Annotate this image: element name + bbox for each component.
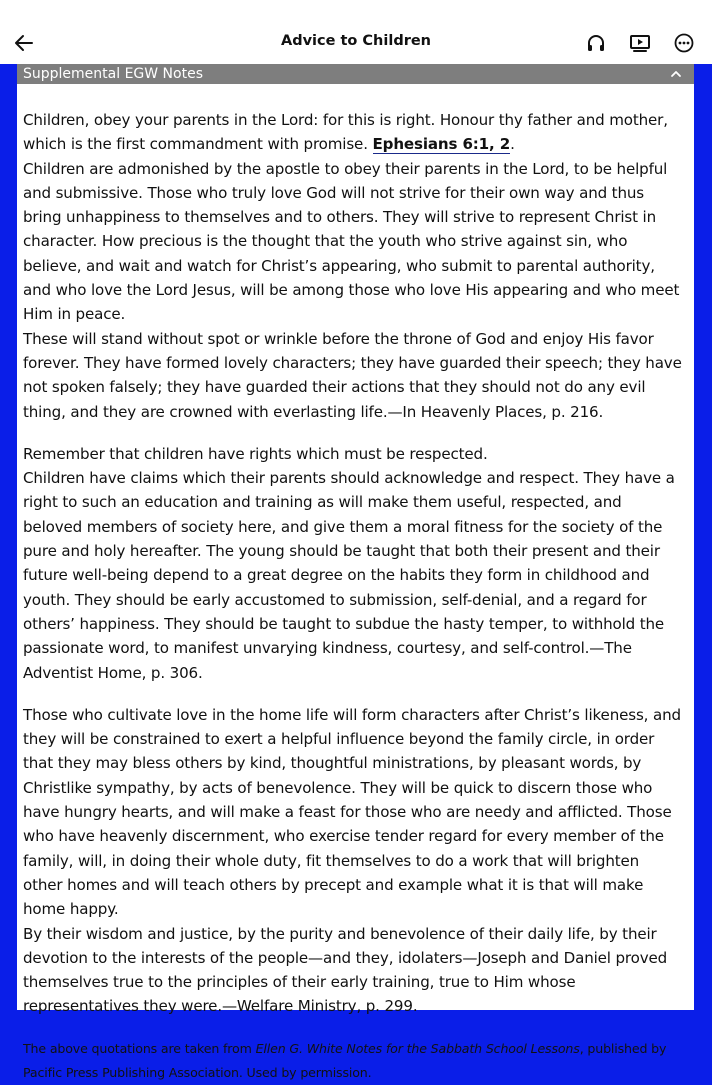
chevron-up-icon[interactable] (668, 66, 684, 82)
page-title: Advice to Children (280, 33, 432, 49)
play-video-icon (629, 32, 651, 54)
headphones-icon (585, 32, 607, 54)
paragraph: Remember that children have rights which must be respected. (23, 444, 488, 463)
scripture-reference-link[interactable]: Ephesians 6:1, 2 (372, 135, 511, 154)
footnote: The above quotations are taken from Ellen G. White Notes for the Sabbath School Lessons, published by Pacific Press Publishing Association. Used by permission. (23, 1040, 667, 1080)
paragraph-end: . (510, 135, 515, 154)
paragraph: Children have claims which their parents should acknowledge and respect. They have a right to such an education and training as will make them useful, respected, and beloved members of society here, and give them a moral fitness for the society of the pure and holy hereafter. The young should be taught that both their present and their future well-being depend to a great degree on the habits they form in childhood and youth. They should be early accustomed to submission, self-denial, and a regard for others’ happiness. They should be taught to subdue the hasty temper, to withhold the passionate word, to manifest unvarying kindness, courtesy, and self-control.—The Adventist Home, p. 306. (23, 469, 675, 682)
paragraph (23, 108, 683, 157)
book-title: Ellen G. White Notes for the Sabbath School Lessons (255, 1040, 580, 1056)
audio-button[interactable] (582, 29, 610, 57)
paragraph-text: Children, obey your parents in the Lord: for this is right. Honour thy father and mother, which is the first commandment with promise. (23, 111, 668, 154)
paragraph: Children are admonished by the apostle to obey their parents in the Lord, to be helpful and submissive. Those who truly love God will not strive for their own way and thus bring unhappiness to themselves and to others. They will strive to represent Christ in character. How precious is the thought that the youth who strive against sin, who believe, and wait and watch for Christ’s appearing, who submit to parental authority, and who love the Lord Jesus, will be among those who love His appearing and who meet Him in peace. (23, 159, 680, 324)
more-options-icon (673, 32, 695, 54)
top-bar (0, 0, 712, 64)
paragraph: Those who cultivate love in the home life will form characters after Christ’s likeness, and they will be constrained to exert a helpful influence beyond the family circle, in order that they may bless others by kind, thoughtful ministrations, by pleasant words, by Christlike sympathy, by acts of benevolence. They will be quick to discern those who have hungry hearts, and will make a feast for those who are needy and afflicted. Those who have heavenly discernment, who exercise tender regard for every member of the family, will, in doing their whole duty, fit themselves to do a work that will brighten other homes and will teach others by precept and example what it is that will make home happy. (23, 705, 681, 919)
section-header[interactable] (17, 64, 694, 84)
play-button[interactable] (626, 29, 654, 57)
section-header-label: Supplemental EGW Notes (23, 66, 203, 82)
more-options-button[interactable] (670, 29, 698, 57)
notes-content (23, 108, 683, 1085)
paragraph: These will stand without spot or wrinkle before the throne of God and enjoy His favor forever. They have formed lovely characters; they have guarded their speech; they have not spoken falsely; they have guarded their actions that they should not do any evil thing, and they are crowned with everlasting life.—In Heavenly Places, p. 216. (23, 329, 682, 421)
paragraph: By their wisdom and justice, by the purity and benevolence of their daily life, by their devotion to the interests of the people—and they, idolaters—Joseph and Daniel proved themselves true to the principles of their early training, true to Him whose representatives they were.—Welfare Ministry, p. 299. (23, 924, 668, 1016)
